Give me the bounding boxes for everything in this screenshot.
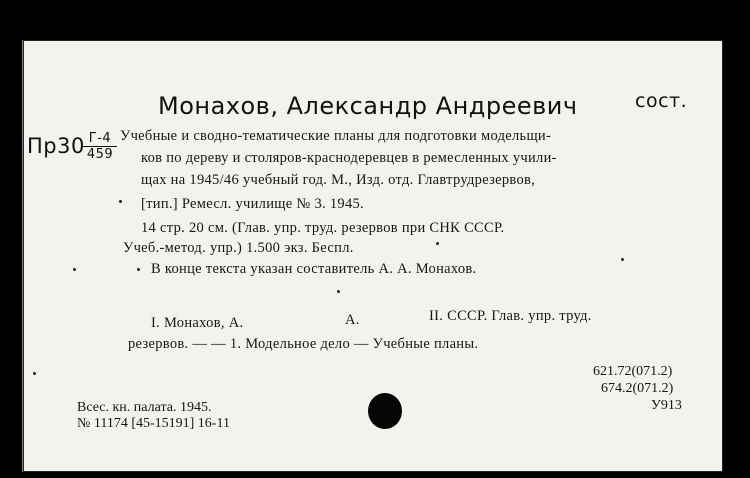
description-line-5: 14 стр. 20 см. (Глав. упр. труд. резервов при СНК СССР.	[141, 220, 505, 236]
description-line-1: Учебные и сводно-тематические планы для подготовки модельщи-	[120, 128, 552, 144]
description-line-4: [тип.] Ремесл. училище № 3. 1945.	[141, 196, 364, 212]
class-number-3: У913	[651, 398, 682, 413]
class-number-2: 674.2(071.2)	[601, 381, 674, 396]
description-line-6: Учеб.-метод. упр.) 1.500 экз. Беспл.	[123, 240, 354, 256]
tracing-corporate-name: II. СССР. Глав. упр. труд.	[429, 308, 592, 324]
description-line-3: щах на 1945/46 учебный год. М., Изд. отд. Главтрудрезервов,	[141, 172, 536, 188]
tracing-personal-name: I. Монахов, А.	[151, 315, 244, 331]
ink-speck	[621, 258, 624, 261]
description-line-2: ков по дереву и столяров-краснодеревцев в ремесленных учили-	[141, 150, 557, 166]
ink-speck	[119, 200, 122, 203]
author-heading: Монахов, Александр Андреевич	[158, 92, 578, 120]
registry-line-1: Всес. кн. палата. 1945.	[77, 400, 212, 415]
role-note: сост.	[635, 90, 688, 112]
card-punch-hole	[368, 393, 402, 429]
ink-speck	[436, 242, 439, 245]
class-number-1: 621.72(071.2)	[593, 364, 673, 379]
shelfmark-fraction	[83, 132, 117, 162]
registry-line-2: № 11174 [45-15191] 16-11	[77, 416, 230, 431]
shelfmark-numerator: Г-4	[83, 132, 117, 147]
ink-speck	[73, 268, 76, 271]
description-line-7: В конце текста указан составитель А. А. Монахов.	[151, 261, 477, 277]
ink-speck	[137, 268, 140, 271]
ink-speck	[337, 290, 340, 293]
shelfmark-prefix: Пр30	[27, 134, 85, 158]
ink-speck	[33, 372, 36, 375]
tracing-initial: А.	[345, 312, 360, 328]
tracing-subjects: резервов. — — 1. Модельное дело — Учебные планы.	[128, 336, 479, 352]
shelfmark-denominator: 459	[86, 147, 114, 162]
